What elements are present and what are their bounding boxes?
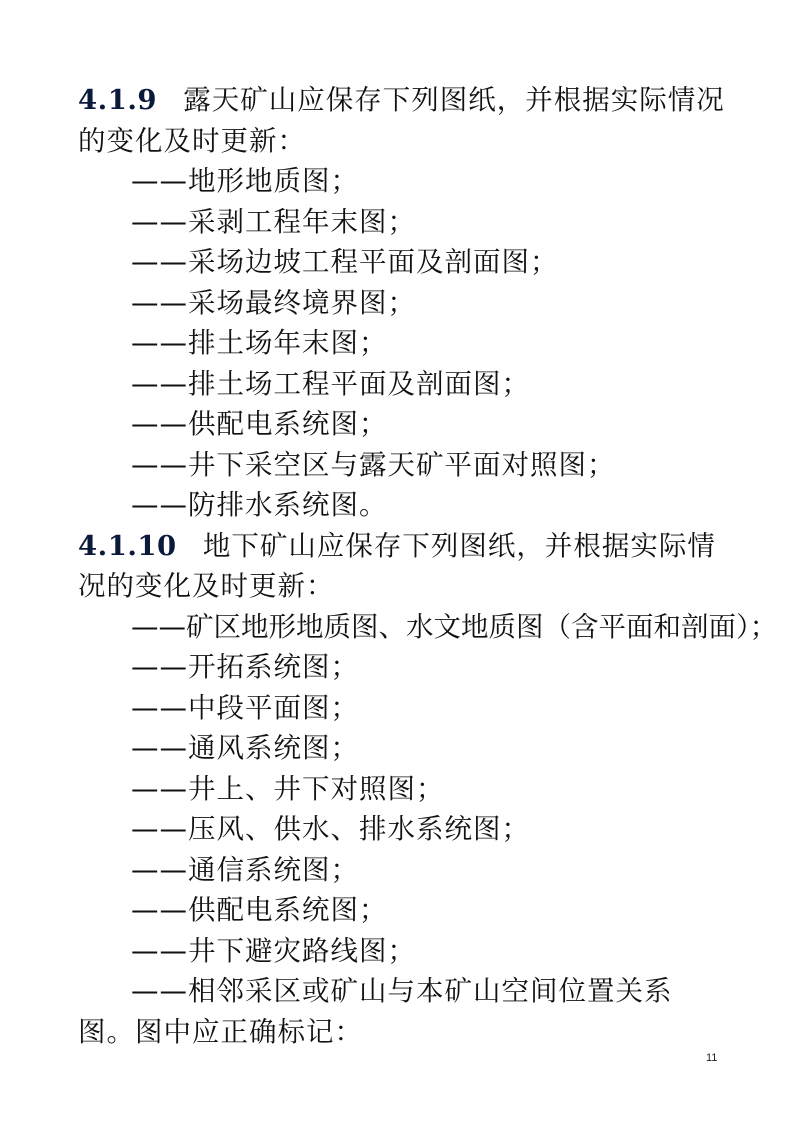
list-item: ——供配电系统图； [131,408,388,440]
list-item: ——采场边坡工程平面及剖面图； [131,246,559,278]
clause-number: 4.1.10 [78,529,177,562]
page-number: 11 [706,1052,718,1064]
list-item: ——相邻采区或矿山与本矿山空间位置关系图。图中应正确标记： [78,975,673,1048]
list-item: ——供配电系统图； [131,894,388,926]
clause-number: 4.1.9 [78,84,158,116]
list-item: ——矿区地形地质图、水文地质图（含平面和剖面）； [131,610,778,643]
clause-text: 地下矿山应保存下列图纸，并根据实际情况的变化及时更新： [78,529,716,602]
list-item: ——压风、供水、排水系统图； [131,813,530,845]
list-item: ——排土场工程平面及剖面图； [131,367,530,400]
list-item: ——排土场年末图； [131,327,388,359]
page-content [78,80,778,1052]
clause-heading [78,526,728,607]
list-item: ——井下采空区与露天矿平面对照图； [131,448,616,481]
list-item: ——防排水系统图。 [131,489,388,521]
list-item: ——采场最终境界图； [131,286,416,319]
list-item: ——采剥工程年末图； [131,205,416,238]
list-item: ——井下避灾路线图； [131,934,416,967]
list-item: ——通信系统图； [131,853,359,886]
clause-text: 露天矿山应保存下列图纸，并根据实际情况的变化及时更新： [78,84,725,157]
list-item: ——通风系统图； [131,732,359,764]
list-item: ——井上、井下对照图； [131,772,445,805]
list-item: ——中段平面图； [131,691,359,724]
clause-heading [78,80,728,161]
list-item: ——地形地质图； [131,165,359,197]
list-item: ——开拓系统图； [131,651,359,683]
